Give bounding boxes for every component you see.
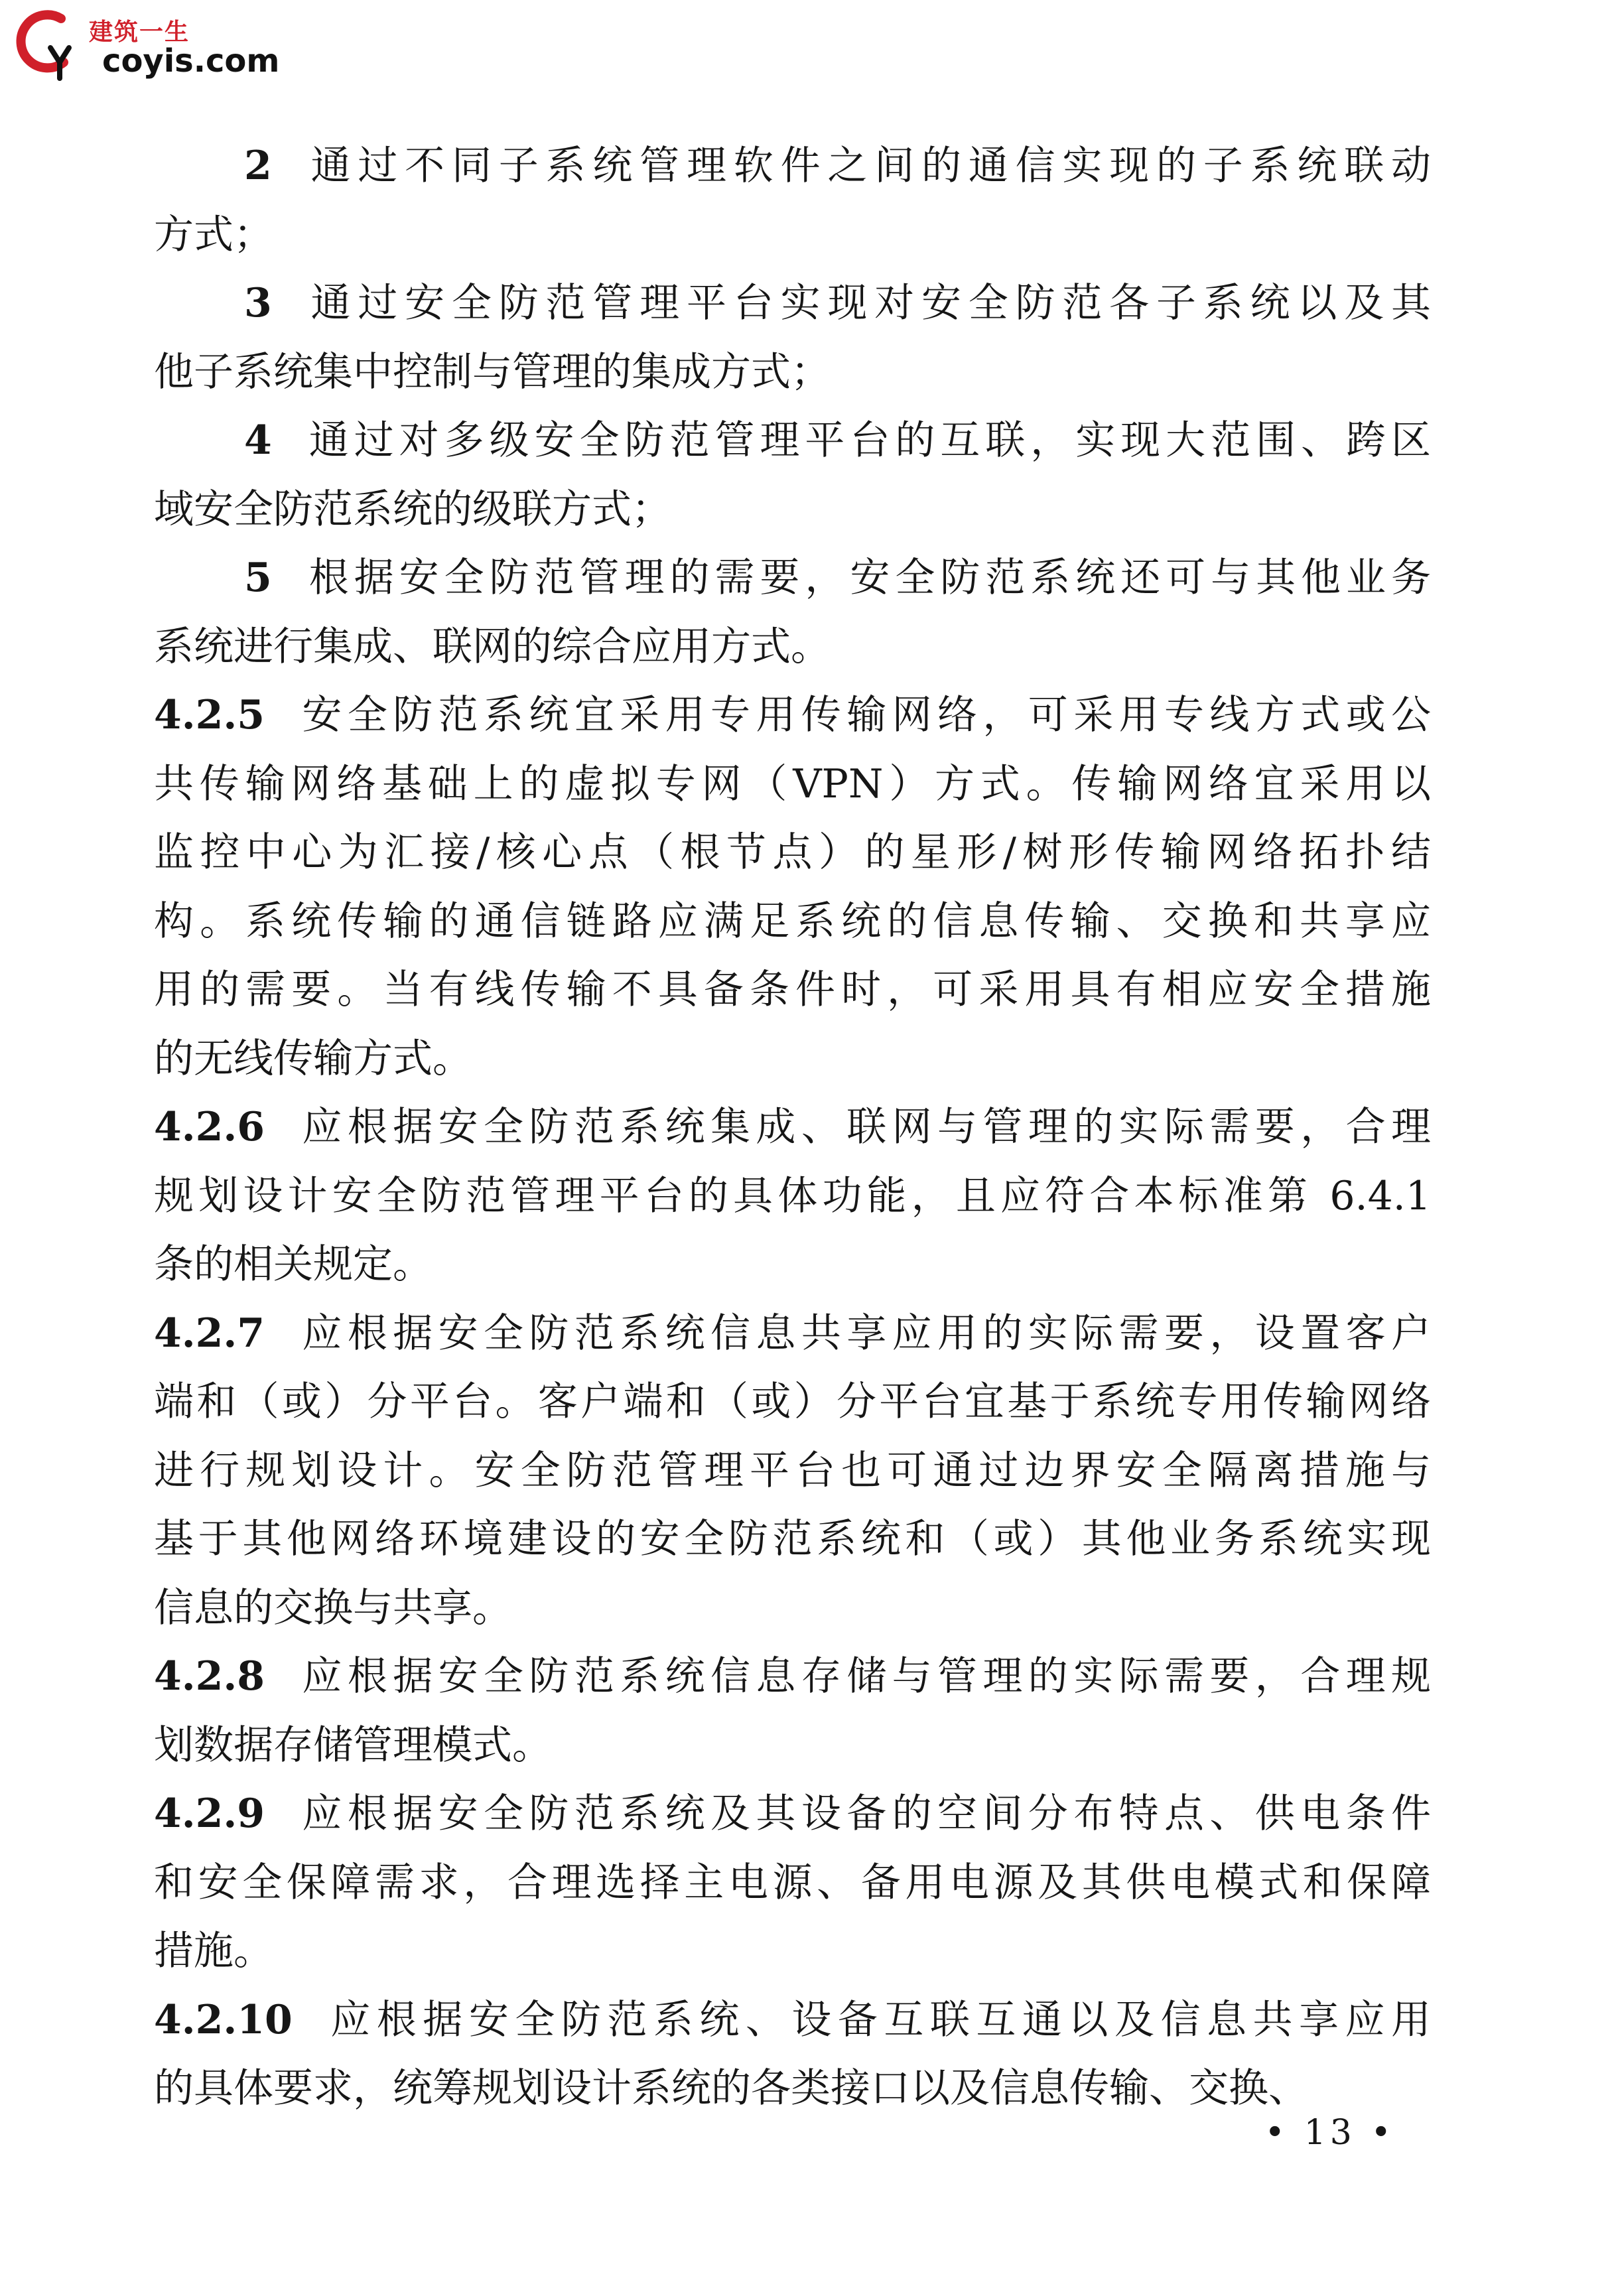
clause-text: 应根据安全防范系统及其设备的空间分布特点、供电条件 (297, 1790, 1431, 1837)
clause-line: 措施。 (154, 1928, 273, 1974)
clause-text: 通过安全防范管理平台实现对安全防范各子系统以及其 (303, 280, 1431, 326)
clause-line: 条的相关规定。 (154, 1241, 433, 1288)
clause-number: 4.2.7 (154, 1310, 265, 1357)
watermark-site: coyis.com (102, 42, 280, 80)
clause-first-line (154, 1651, 1431, 1702)
clause-number: 4.2.5 (154, 692, 265, 738)
clause-first-line (154, 141, 1431, 191)
clause-line: 端和（或）分平台。客户端和（或）分平台宜基于系统专用传输网络 (154, 1379, 1431, 1425)
clause-line: 信息的交换与共享。 (154, 1584, 512, 1631)
clause-text: 应根据安全防范系统集成、联网与管理的实际需要，合理 (297, 1104, 1431, 1150)
clause-first-line (154, 1789, 1431, 1839)
clause-number: 4.2.9 (154, 1790, 265, 1837)
clause-line: 进行规划设计。安全防范管理平台也可通过边界安全隔离措施与 (154, 1447, 1431, 1494)
clause-text: 安全防范系统宜采用专用传输网络，可采用专线方式或公 (297, 692, 1431, 738)
clause-number: 4.2.10 (154, 1996, 293, 2043)
watermark-logo (9, 4, 295, 84)
clause-number: 4.2.8 (154, 1653, 265, 1700)
cy-logo-icon (9, 4, 89, 84)
clause-line: 的具体要求，统筹规划设计系统的各类接口以及信息传输、交换、 (154, 2065, 1308, 2112)
clause-text: 通过对多级安全防范管理平台的互联，实现大范围、跨区 (303, 417, 1431, 464)
clause-number: 4.2.6 (154, 1104, 265, 1150)
clause-line: 基于其他网络环境建设的安全防范系统和（或）其他业务系统实现 (154, 1516, 1431, 1562)
clause-text: 通过不同子系统管理软件之间的通信实现的子系统联动 (303, 143, 1431, 189)
clause-line: 系统进行集成、联网的综合应用方式。 (154, 623, 831, 670)
clause-line: 他子系统集中控制与管理的集成方式； (154, 348, 831, 395)
clause-number: 3 (244, 280, 272, 326)
clause-number: 2 (244, 143, 272, 189)
clause-first-line (154, 1308, 1431, 1359)
clause-text: 应根据安全防范系统信息共享应用的实际需要，设置客户 (297, 1310, 1431, 1357)
clause-number: 4 (244, 417, 272, 464)
clause-number: 5 (244, 555, 272, 601)
watermark-brand: 建筑一生 (89, 19, 190, 46)
clause-text: 应根据安全防范系统信息存储与管理的实际需要，合理规 (297, 1653, 1431, 1700)
clause-line: 用的需要。当有线传输不具备条件时，可采用具有相应安全措施 (154, 967, 1431, 1013)
clause-line: 的无线传输方式。 (154, 1035, 472, 1082)
clause-line: 共传输网络基础上的虚拟专网（VPN）方式。传输网络宜采用以 (154, 760, 1431, 807)
clause-first-line (154, 278, 1431, 328)
clause-line: 监控中心为汇接/核心点（根节点）的星形/树形传输网络拓扑结 (154, 829, 1431, 876)
clause-line: 域安全防范系统的级联方式； (154, 486, 671, 533)
clause-line: 方式； (154, 211, 273, 258)
page-number: • 13 • (1264, 2113, 1395, 2153)
clause-line: 规划设计安全防范管理平台的具体功能，且应符合本标准第 6.4.1 (154, 1172, 1431, 1219)
clause-first-line (154, 1102, 1431, 1152)
clause-text: 根据安全防范管理的需要，安全防范系统还可与其他业务 (303, 555, 1431, 601)
clause-first-line (154, 1995, 1431, 2045)
clause-line: 和安全保障需求，合理选择主电源、备用电源及其供电模式和保障 (154, 1859, 1431, 1906)
clause-line: 构。系统传输的通信链路应满足系统的信息传输、交换和共享应 (154, 898, 1431, 945)
clause-first-line (154, 553, 1431, 603)
clause-text: 应根据安全防范系统、设备互联互通以及信息共享应用 (324, 1996, 1431, 2043)
clause-first-line (154, 690, 1431, 740)
clause-first-line (154, 415, 1431, 466)
clause-line: 划数据存储管理模式。 (154, 1722, 552, 1769)
